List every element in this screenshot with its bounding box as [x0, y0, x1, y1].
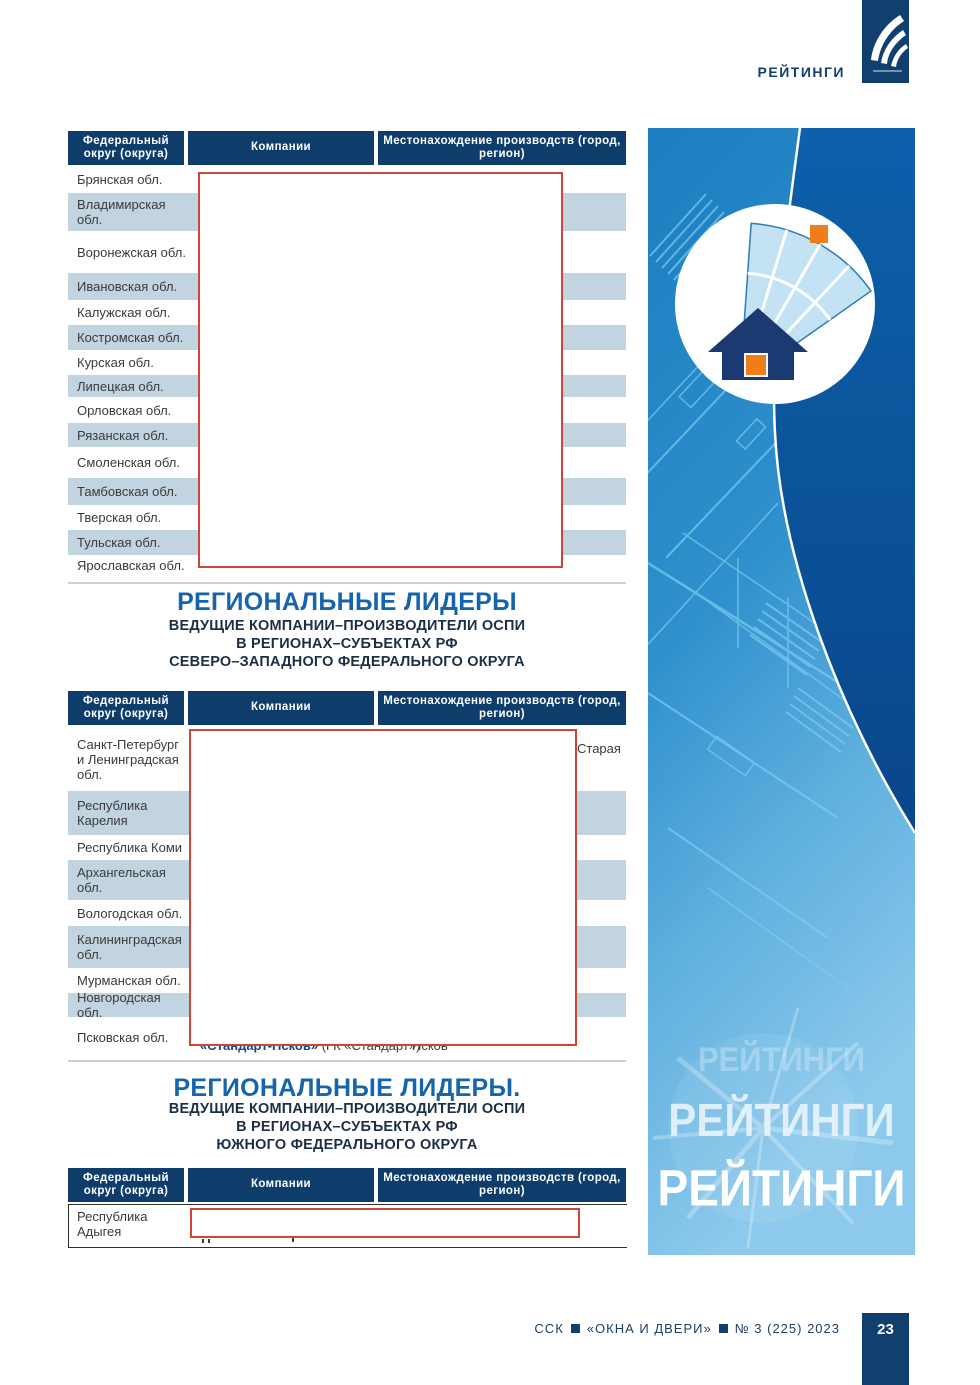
footer-issue: № 3 (225) 2023 — [734, 1321, 840, 1336]
table-row: Вологодская обл. — [77, 905, 183, 921]
table-row: Калужская обл. — [77, 305, 171, 320]
south-table-header — [68, 1168, 626, 1202]
subtitle-line: В РЕГИОНАХ–СУБЪЕКТАХ РФ — [236, 636, 458, 652]
footer-imprint — [380, 1321, 840, 1336]
table-row: Республика Карелия — [68, 791, 626, 835]
subtitle-line: ВЕДУЩИЕ КОМПАНИИ–ПРОИЗВОДИТЕЛИ ОСПИ — [168, 618, 526, 634]
column-header-location: Местонахождение производств (город, регион) — [378, 1168, 626, 1202]
section-label: РЕЙТИНГИ — [757, 64, 845, 80]
text-stub — [202, 1239, 204, 1243]
redaction-box — [190, 1208, 580, 1238]
column-header-companies: Компании — [188, 1168, 374, 1202]
sidebar-artwork — [648, 128, 915, 1255]
footer-magazine: «ОКНА И ДВЕРИ» — [586, 1321, 712, 1336]
column-header-district: Федеральный округ (округа) — [68, 1168, 184, 1202]
table-row: Орловская обл. — [77, 402, 172, 418]
table-row: Костромская обл. — [68, 325, 626, 350]
table-row: Архангельская обл. — [68, 860, 626, 900]
footer-brand: ССК — [534, 1321, 564, 1336]
table-row: Тульская обл. — [68, 530, 626, 555]
column-header-location: Местонахождение производств (город, регион) — [378, 691, 626, 725]
column-header-companies: Компании — [188, 691, 374, 725]
location-text-fragment: Старая — [577, 741, 621, 756]
table-row: Калининградская обл. — [68, 926, 626, 968]
square-bullet-icon — [719, 1324, 728, 1333]
watermark-ratings: РЕЙТИНГИ — [657, 1159, 906, 1217]
table-row: Курская обл. — [77, 355, 154, 370]
column-header-district: Федеральный округ (округа) — [68, 691, 184, 725]
table-row: Ярославская обл. — [77, 557, 185, 573]
watermark-ratings: РЕЙТИНГИ — [697, 1040, 866, 1079]
table-row: Ивановская обл. — [68, 273, 626, 300]
watermark-ratings: РЕЙТИНГИ — [668, 1094, 895, 1146]
subtitle-line: В РЕГИОНАХ–СУБЪЕКТАХ РФ — [236, 1119, 458, 1135]
northwest-table-header — [68, 691, 626, 725]
text-stub — [208, 1239, 210, 1243]
sidebar-background-art — [648, 128, 915, 1255]
table-row: Новгородская обл. — [68, 993, 626, 1017]
table-row: Тамбовская обл. — [68, 478, 626, 505]
column-header-district: Федеральный округ (округа) — [68, 131, 184, 165]
table-row: Тверская обл. — [77, 510, 162, 525]
subtitle-line: СЕВЕРО–ЗАПАДНОГО ФЕДЕРАЛЬНОГО ОКРУГА — [169, 654, 525, 670]
table-row: Псковская обл. — [77, 1029, 169, 1045]
table-row: Брянская обл. — [77, 172, 163, 187]
table-row: Санкт-Петербург и Ленинградская обл. — [77, 736, 179, 782]
section-subtitle — [68, 1100, 626, 1154]
column-header-location: Местонахождение производств (город, регион) — [378, 131, 626, 165]
table-row: Республика Коми — [77, 840, 183, 855]
subtitle-line: ВЕДУЩИЕ КОМПАНИИ–ПРОИЗВОДИТЕЛИ ОСПИ — [168, 1101, 526, 1117]
section-divider — [68, 582, 626, 584]
table-row: Мурманская обл. — [77, 973, 181, 988]
table-row: Смоленская обл. — [77, 455, 180, 470]
section-subtitle — [68, 617, 626, 671]
square-bullet-icon — [571, 1324, 580, 1333]
section-title: РЕГИОНАЛЬНЫЕ ЛИДЕРЫ — [177, 588, 517, 616]
redaction-box — [198, 172, 563, 568]
column-header-companies: Компании — [188, 131, 374, 165]
section-divider — [68, 1060, 626, 1062]
magazine-fan-logo-icon — [862, 0, 909, 83]
table-row: Владимирская обл. — [68, 193, 626, 231]
page-number: 23 — [862, 1313, 909, 1385]
table-row: Липецкая обл. — [68, 375, 626, 397]
redaction-box — [189, 729, 577, 1046]
central-table-header — [68, 131, 626, 165]
table-row: Рязанская обл. — [68, 423, 626, 447]
subtitle-line: ЮЖНОГО ФЕДЕРАЛЬНОГО ОКРУГА — [216, 1137, 478, 1153]
window-house-logo-icon — [675, 204, 875, 404]
section-title: РЕГИОНАЛЬНЫЕ ЛИДЕРЫ. — [173, 1074, 521, 1102]
text-stub — [292, 1238, 294, 1242]
table-row: Республика Адыгея — [77, 1209, 148, 1239]
table-row: Воронежская обл. — [77, 244, 186, 260]
